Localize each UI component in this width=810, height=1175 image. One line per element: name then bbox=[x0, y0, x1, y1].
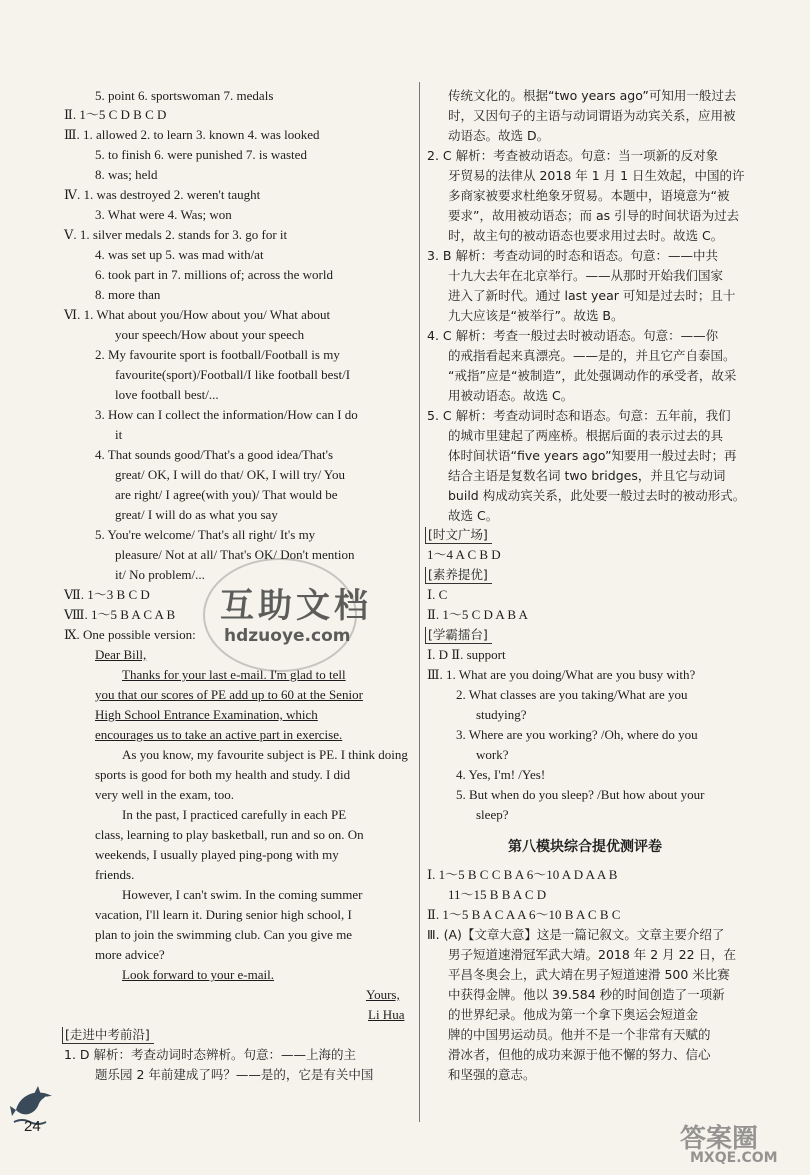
letter-line: Dear Bill, bbox=[95, 647, 147, 662]
right-line: Ⅲ. 1. What are you doing/What are you busy with? bbox=[427, 667, 696, 682]
left-line: it/ No problem/... bbox=[115, 567, 205, 582]
right-line: build 构成动宾关系，此处要一般过去时的被动形式。 bbox=[448, 488, 746, 503]
letter-line: you that our scores of PE add up to 60 at the Senior bbox=[95, 687, 363, 702]
letter-line: weekends, I usually played ping-pong with my bbox=[95, 847, 339, 862]
right-line: 牙贸易的法律从 2018 年 1 月 1 日生效起，中国的许 bbox=[448, 168, 745, 183]
right-line: 体时间状语“five years ago”知要用一般过去时；再 bbox=[448, 448, 737, 463]
letter-line: Look forward to your e-mail. bbox=[122, 967, 274, 982]
right-line: 的戒指看起来真漂亮。——是的，并且它产自泰国。 bbox=[448, 348, 736, 363]
left-line: Ⅱ. 1～5 C D B C D bbox=[64, 107, 167, 122]
left-line: Ⅲ. 1. allowed 2. to learn 3. known 4. was looked bbox=[64, 127, 320, 142]
section-header: [素养提优] bbox=[425, 567, 492, 584]
letter-line: friends. bbox=[95, 867, 135, 882]
right-line: 十九大去年在北京举行。——从那时开始我们国家 bbox=[448, 268, 724, 283]
left-line: 8. was; held bbox=[95, 167, 158, 182]
right-line: 中获得金牌。他以 39.584 秒的时间创造了一项新 bbox=[448, 987, 725, 1002]
left-line: 2. My favourite sport is football/Football is my bbox=[95, 347, 340, 362]
letter-line: plan to join the swimming club. Can you give me bbox=[95, 927, 353, 942]
right-line: 5. C 解析：考查动词时态和语态。句意：五年前，我们 bbox=[427, 408, 731, 423]
right-line: studying? bbox=[476, 707, 527, 722]
letter-line: In the past, I practiced carefully in each PE bbox=[122, 807, 347, 822]
left-line: your speech/How about your speech bbox=[115, 327, 305, 342]
right-line: 4. Yes, I'm! /Yes! bbox=[456, 767, 546, 782]
left-line: great/ OK, I will do that/ OK, I will try/ You bbox=[115, 467, 346, 482]
right-line: 1～4 A C B D bbox=[427, 547, 501, 562]
letter-line: However, I can't swim. In the coming summer bbox=[122, 887, 363, 902]
letter-line: Thanks for your last e-mail. I'm glad to tell bbox=[122, 667, 346, 682]
section-header: [走进中考前沿] bbox=[62, 1027, 154, 1044]
left-line: 3. How can I collect the information/How can I do bbox=[95, 407, 358, 422]
letter-signoff: Yours, bbox=[366, 987, 400, 1002]
right-line: 和坚强的意志。 bbox=[448, 1067, 536, 1082]
left-line: are right/ I agree(with you)/ That would be bbox=[115, 487, 338, 502]
right-line: 时，故主句的被动语态也要求用过去时。故选 C。 bbox=[448, 228, 724, 243]
watermark-stamp bbox=[188, 570, 398, 660]
left-line: great/ I will do as what you say bbox=[115, 507, 278, 522]
left-line: Ⅷ. 1～5 B A C A B bbox=[64, 607, 176, 622]
right-line: 多商家被要求杜绝象牙贸易。本题中，语境意为“被 bbox=[448, 188, 730, 203]
right-line: 平昌冬奥会上，武大靖在男子短道速滑 500 米比赛 bbox=[448, 967, 730, 982]
right-line: “戒指”应是“被制造”，此处强调动作的承受者，故采 bbox=[448, 368, 737, 383]
right-line: 故选 C。 bbox=[448, 508, 499, 523]
right-line: 3. Where are you working? /Oh, where do you bbox=[456, 727, 698, 742]
right-line: 牌的中国男运动员。他并不是一个非常有天赋的 bbox=[448, 1027, 711, 1042]
letter-line: sports is good for both my health and study. I did bbox=[95, 767, 351, 782]
right-line: Ⅱ. 1～5 B A C A A 6～10 B A C B C bbox=[427, 907, 621, 922]
letter-line: class, learning to play basketball, run and so on. On bbox=[95, 827, 364, 842]
left-line: 5. to finish 6. were punished 7. is wasted bbox=[95, 147, 307, 162]
right-line: 结合主语是复数名词 two bridges，并且它与动词 bbox=[448, 468, 726, 483]
left-line: love football best/... bbox=[115, 387, 219, 402]
section-header: [学霸擂台] bbox=[425, 627, 492, 644]
left-line: pleasure/ Not at all/ That's OK/ Don't mention bbox=[115, 547, 355, 562]
right-line: Ⅱ. 1～5 C D A B A bbox=[427, 607, 528, 622]
right-line: 2. C 解析：考查被动语态。句意：当一项新的反对象 bbox=[427, 148, 719, 163]
right-line: 5. But when do you sleep? /But how about your bbox=[456, 787, 705, 802]
module-title: 第八模块综合提优测评卷 bbox=[508, 839, 662, 855]
page-number: 24 bbox=[24, 1118, 41, 1135]
left-line: favourite(sport)/Football/I like football best/I bbox=[115, 367, 351, 382]
right-line: 男子短道速滑冠军武大靖。2018 年 2 月 22 日，在 bbox=[448, 947, 737, 962]
letter-line: vacation, I'll learn it. During senior high school, I bbox=[95, 907, 352, 922]
right-line: 的世界纪录。他成为第一个拿下奥运会短道金 bbox=[448, 1007, 699, 1022]
right-line: 的城市里建起了两座桥。根据后面的表示过去的具 bbox=[448, 428, 724, 443]
letter-line: High School Entrance Examination, which bbox=[95, 707, 318, 722]
letter-line: very well in the exam, too. bbox=[95, 787, 234, 802]
right-line: 九大应该是“被举行”。故选 B。 bbox=[448, 308, 624, 323]
letter-line: As you know, my favourite subject is PE. I think doing bbox=[122, 747, 408, 762]
left-line: 题乐园 2 年前建成了吗？——是的，它是有关中国 bbox=[95, 1067, 374, 1082]
watermark-cn: 互助文档 bbox=[220, 586, 372, 626]
left-line: Ⅸ. One possible version: bbox=[64, 627, 196, 642]
left-line: Ⅴ. 1. silver medals 2. stands for 3. go for it bbox=[64, 227, 288, 242]
right-line: Ⅰ. 1～5 B C C B A 6～10 A D A A B bbox=[427, 867, 618, 882]
right-line: 时，又因句子的主语与动词谓语为动宾关系，应用被 bbox=[448, 108, 736, 123]
right-line: 滑冰者，但他的成功来源于他不懈的努力、信心 bbox=[448, 1047, 711, 1062]
letter-signature: Li Hua bbox=[368, 1007, 405, 1022]
left-line: 3. What were 4. Was; won bbox=[95, 207, 232, 222]
left-line: Ⅵ. 1. What about you/How about you/ What about bbox=[64, 307, 331, 322]
right-line: Ⅰ. D Ⅱ. support bbox=[427, 647, 506, 662]
right-line: 传统文化的。根据“two years ago”可知用一般过去 bbox=[448, 88, 737, 103]
corner-watermark: 答案圈 bbox=[680, 1124, 759, 1154]
column-divider bbox=[419, 82, 420, 1122]
watermark-en: hdzuoye.com bbox=[224, 626, 351, 646]
left-line: 1. D 解析：考查动词时态辨析。句意：——上海的主 bbox=[64, 1047, 356, 1062]
section-header: [时文广场] bbox=[425, 527, 492, 544]
right-line: 用被动语态。故选 C。 bbox=[448, 388, 574, 403]
letter-line: more advice? bbox=[95, 947, 165, 962]
left-line: 6. took part in 7. millions of; across the world bbox=[95, 267, 333, 282]
left-line: Ⅳ. 1. was destroyed 2. weren't taught bbox=[64, 187, 261, 202]
right-line: sleep? bbox=[476, 807, 509, 822]
left-line: 8. more than bbox=[95, 287, 161, 302]
right-line: 进入了新时代。通过 last year 可知是过去时；且十 bbox=[448, 288, 736, 303]
corner-watermark-url: MXQE.COM bbox=[690, 1150, 778, 1166]
right-line: 11～15 B B A C D bbox=[448, 887, 547, 902]
left-line: 4. That sounds good/That's a good idea/That's bbox=[95, 447, 334, 462]
right-line: Ⅲ. (A)【文章大意】这是一篇记叙文。文章主要介绍了 bbox=[427, 927, 725, 942]
right-line: 要求”，故用被动语态；而 as 引导的时间状语为过去 bbox=[448, 208, 740, 223]
left-line: 5. point 6. sportswoman 7. medals bbox=[95, 88, 274, 103]
right-line: Ⅰ. C bbox=[427, 587, 448, 602]
right-line: 动语态。故选 D。 bbox=[448, 128, 550, 143]
letter-line: encourages us to take an active part in exercise. bbox=[95, 727, 343, 742]
right-line: 3. B 解析：考查动词的时态和语态。句意：——中共 bbox=[427, 248, 718, 263]
right-line: work? bbox=[476, 747, 509, 762]
right-line: 4. C 解析：考查一般过去时被动语态。句意：——你 bbox=[427, 328, 719, 343]
right-line: 2. What classes are you taking/What are you bbox=[456, 687, 688, 702]
left-line: Ⅶ. 1～3 B C D bbox=[64, 587, 150, 602]
left-line: 4. was set up 5. was mad with/at bbox=[95, 247, 264, 262]
left-line: 5. You're welcome/ That's all right/ It's my bbox=[95, 527, 316, 542]
left-line: it bbox=[115, 427, 123, 442]
